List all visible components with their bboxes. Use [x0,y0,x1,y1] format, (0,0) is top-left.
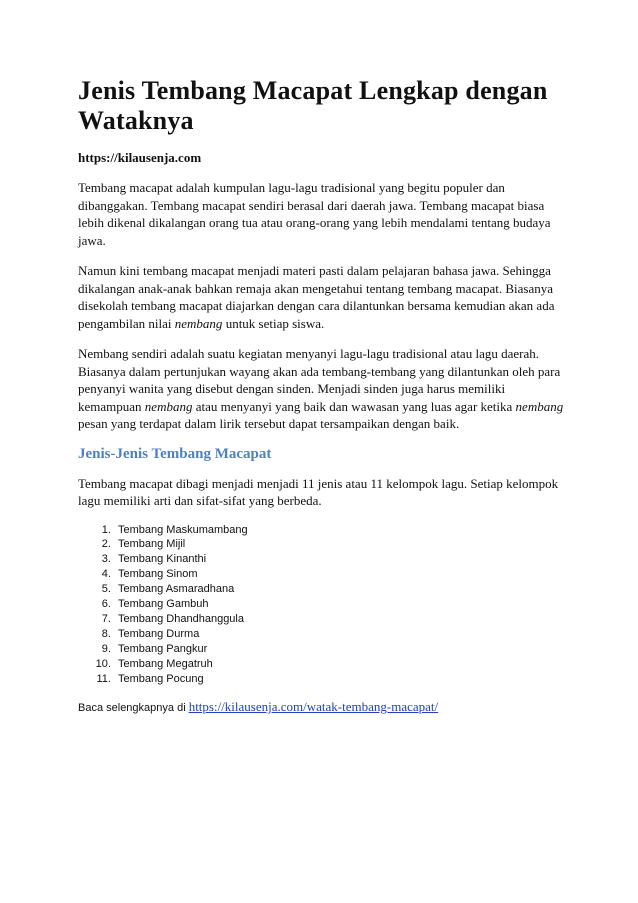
list-item: 10. Tembang Megatruh [114,657,564,672]
source-url: https://kilausenja.com [78,150,202,165]
italic-term: nembang [174,315,223,331]
tembang-list [78,523,564,687]
list-item: 6. Tembang Gambuh [114,597,564,612]
list-item: 9. Tembang Pangkur [114,642,564,657]
paragraph-school [78,262,564,332]
paragraph-text: Tembang macapat adalah kumpulan lagu-lagu tradisional yang begitu populer dan dibanggakan. Tembang macapat sendiri berasal dari daerah jawa. Tembang macapat biasa lebih dikenal dikalangan orang tua atau orang-orang yang lebih mendalami tentang budaya jawa. [78,180,551,248]
list-item: 1. Tembang Maskumambang [114,523,564,538]
paragraph-text: atau menyanyi yang baik dan wawasan yang luas agar ketika [192,398,516,414]
document-title: Jenis Tembang Macapat Lengkap dengan Wataknya [78,76,548,135]
paragraph-text: Namun kini tembang macapat menjadi materi pasti dalam pelajaran bahasa jawa. Sehingga dikalangan anak-anak bahkan remaja akan mengetahui tentang tembang macapat. Biasanya disekolah tembang macapat diajarkan dengan cara dilantunkan bersama kemudian akan ada pengambilan nilai [78,263,555,331]
list-item: 8. Tembang Durma [114,627,564,642]
list-item: 7. Tembang Dhandhanggula [114,612,564,627]
paragraph-text: Nembang sendiri adalah suatu kegiatan menyanyi lagu-lagu tradisional atau lagu daerah. Biasanya dalam pertunjukan wayang akan ada tembang-tembang yang dilantunkan oleh para penyanyi wanita yang disebut dengan sinden. Menjadi sinden juga harus memiliki kemampuan [78,346,561,414]
section-heading: Jenis-Jenis Tembang Macapat [78,445,272,462]
list-item: 5. Tembang Asmaradhana [114,582,564,597]
paragraph-text: untuk setiap siswa. [222,315,325,331]
italic-term: nembang [515,398,564,414]
list-item: 3. Tembang Kinanthi [114,552,564,567]
paragraph-nembang [78,345,564,433]
paragraph-text: pesan yang terdapat dalam lirik tersebut dapat tersampaikan dengan baik. [78,416,460,431]
document-content [78,76,564,715]
section-paragraph: Tembang macapat dibagi menjadi menjadi 11 jenis atau 11 kelompok lagu. Setiap kelompok lagu memiliki arti dan sifat-sifat yang berbeda. [78,475,559,508]
read-more [78,699,564,715]
read-more-link[interactable]: https://kilausenja.com/watak-tembang-macapat/ [188,699,439,715]
list-item: 11. Tembang Pocung [114,672,564,687]
list-item: 4. Tembang Sinom [114,567,564,582]
paragraph-intro [78,179,564,249]
italic-term: nembang [144,398,193,414]
read-more-label: Baca selengkapnya di [78,702,189,715]
list-item: 2. Tembang Mijil [114,537,564,552]
